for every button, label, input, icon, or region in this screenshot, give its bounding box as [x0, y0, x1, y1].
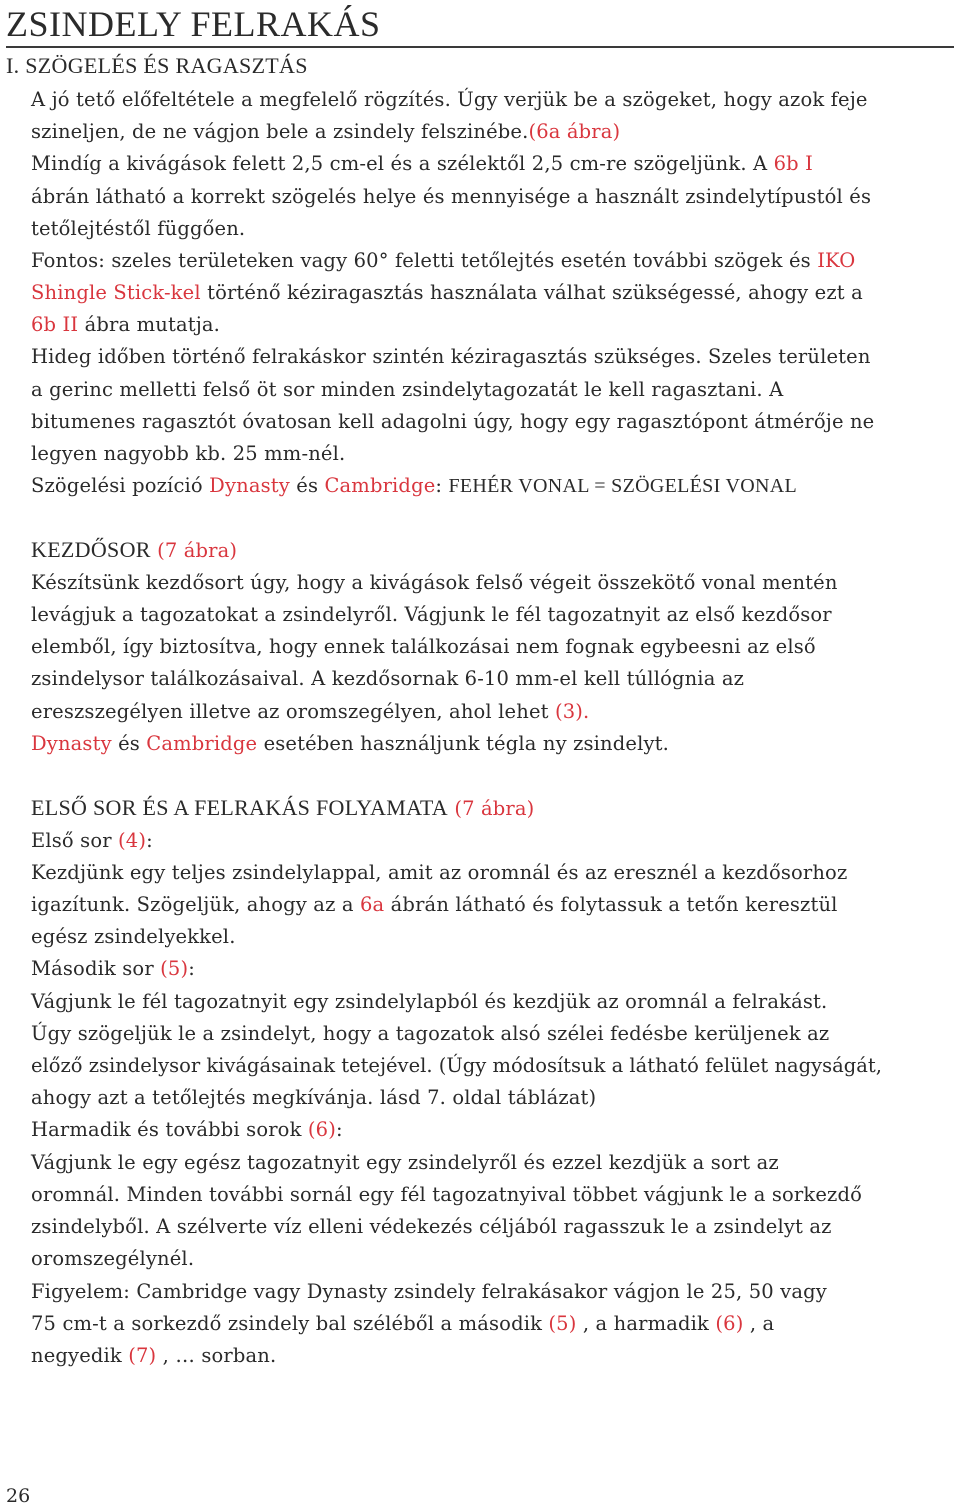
paragraph-line: 75 cm-t a sorkezdő zsindely bal széléből a második (5) , a harmadik (6) , a — [31, 1312, 775, 1335]
product-ref: Dynasty — [31, 732, 112, 755]
figure-ref: (6a ábra) — [528, 120, 621, 143]
figure-ref: 6a — [359, 893, 385, 916]
paragraph-line: Készítsünk kezdősort úgy, hogy a kivágások felső végeit összekötő vonal mentén — [31, 571, 838, 594]
nailing-position-line: Szögelési pozíció Dynasty és Cambridge: FEHÉR VONAL = SZÖGELÉSI VONAL — [31, 474, 797, 497]
subheading-line: Második sor (5): — [31, 957, 195, 980]
figure-ref: 6b II — [31, 313, 79, 336]
paragraph-line: zsindelyből. A szélverte víz elleni védekezés céljából ragasszuk le a zsindelyt az — [31, 1215, 832, 1238]
subheading-line: Első sor (4): — [31, 829, 153, 852]
paragraph-line: Vágjunk le egy egész tagozatnyit egy zsindelyről és ezzel kezdjük a sort az — [31, 1151, 779, 1174]
paragraph-line: zsindelysor találkozásaival. A kezdősornak 6-10 mm-el kell túllógnia az — [31, 667, 745, 690]
figure-ref: (5) — [160, 957, 189, 980]
paragraph-line: tetőlejtéstől függően. — [31, 217, 246, 240]
paragraph-line: Úgy szögeljük le a zsindelyt, hogy a tagozatok alsó szélei fedésbe kerüljenek az — [31, 1022, 830, 1045]
paragraph-line: negyedik (7) , … sorban. — [31, 1344, 277, 1367]
figure-ref: (7 ábra) — [448, 797, 535, 820]
page-number: 26 — [6, 1485, 31, 1507]
paragraph-line: Mindíg a kivágások felett 2,5 cm-el és a szélektől 2,5 cm-re szögeljünk. A 6b I — [31, 152, 813, 175]
figure-ref: (5) — [548, 1312, 577, 1335]
nailing-line-note: FEHÉR VONAL = SZÖGELÉSI VONAL — [448, 475, 797, 497]
page-title: ZSINDELY FELRAKÁS — [6, 4, 954, 48]
elso-sor-heading: ELSŐ SOR ÉS A FELRAKÁS FOLYAMATA (7 ábra) — [31, 795, 535, 820]
figure-ref: (3). — [554, 700, 590, 723]
paragraph-line: Vágjunk le fél tagozatnyit egy zsindelylapból és kezdjük az oromnál a felrakást. — [31, 990, 828, 1013]
paragraph-line: Shingle Stick-kel történő kéziragasztás használata válhat szükségessé, ahogy ezt a — [31, 281, 863, 304]
paragraph-line: Kezdjünk egy teljes zsindelylappal, amit az oromnál és az eresznél a kezdősorhoz — [31, 861, 848, 884]
paragraph-line: 6b II ábra mutatja. — [31, 313, 221, 336]
figure-ref: (6) — [715, 1312, 744, 1335]
product-ref: Cambridge — [146, 732, 258, 755]
paragraph-line: szineljen, de ne vágjon bele a zsindely felszinébe.(6a ábra) — [31, 120, 621, 143]
paragraph-line: egész zsindelyekkel. — [31, 925, 236, 948]
product-ref: Shingle Stick-kel — [31, 281, 201, 304]
paragraph-line: ereszszegélyen illetve az oromszegélyen, ahol lehet (3). — [31, 700, 590, 723]
paragraph-line: oromszegélynél. — [31, 1247, 195, 1270]
paragraph-line: Dynasty és Cambridge esetében használjunk tégla ny zsindelyt. — [31, 732, 669, 755]
figure-ref: (7) — [128, 1344, 157, 1367]
paragraph-line: oromnál. Minden további sornál egy fél tagozatnyival többet vágjunk le a sorkezdő — [31, 1183, 862, 1206]
paragraph-line: ábrán látható a korrekt szögelés helye és mennyisége a használt zsindelytípustól és — [31, 185, 872, 208]
figure-ref: (6) — [307, 1118, 336, 1141]
product-ref: Dynasty — [209, 474, 290, 497]
paragraph-line: előző zsindelysor kivágásainak tetejével. (Úgy módosítsuk a látható felület nagyságát, — [31, 1054, 882, 1077]
paragraph-line: A jó tető előfeltétele a megfelelő rögzítés. Úgy verjük be a szögeket, hogy azok feje — [31, 88, 868, 111]
figure-ref: (7 ábra) — [150, 539, 238, 562]
product-ref: IKO — [817, 249, 856, 272]
paragraph-line: levágjuk a tagozatokat a zsindelyről. Vágjunk le fél tagozatnyit az első kezdősor — [31, 603, 832, 626]
paragraph-line: ahogy azt a tetőlejtés megkívánja. lásd 7. oldal táblázat) — [31, 1086, 597, 1109]
figure-ref: 6b I — [773, 152, 813, 175]
paragraph-line: Hideg időben történő felrakáskor szintén kéziragasztás szükséges. Szeles területen — [31, 345, 871, 368]
figure-ref: (4) — [118, 829, 147, 852]
paragraph-line: Figyelem: Cambridge vagy Dynasty zsindely felrakásakor vágjon le 25, 50 vagy — [31, 1280, 827, 1303]
kezdosor-heading: KEZDŐSOR (7 ábra) — [31, 537, 238, 562]
paragraph-line: elemből, így biztosítva, hogy ennek találkozásai nem fognak egybeesni az első — [31, 635, 816, 658]
paragraph-line: legyen nagyobb kb. 25 mm-nél. — [31, 442, 346, 465]
paragraph-line: Fontos: szeles területeken vagy 60° feletti tetőlejtés esetén további szögek és IKO — [31, 249, 856, 272]
subheading-line: Harmadik és további sorok (6): — [31, 1118, 343, 1141]
section-heading: I. SZÖGELÉS ÉS RAGASZTÁS — [6, 53, 308, 78]
paragraph-line: igazítunk. Szögeljük, ahogy az a 6a ábrán látható és folytassuk a tetőn keresztül — [31, 893, 838, 916]
product-ref: Cambridge — [324, 474, 436, 497]
paragraph-line: a gerinc melletti felső öt sor minden zsindelytagozatát le kell ragasztani. A — [31, 378, 784, 401]
paragraph-line: bitumenes ragasztót óvatosan kell adagolni úgy, hogy egy ragasztópont átmérője ne — [31, 410, 875, 433]
